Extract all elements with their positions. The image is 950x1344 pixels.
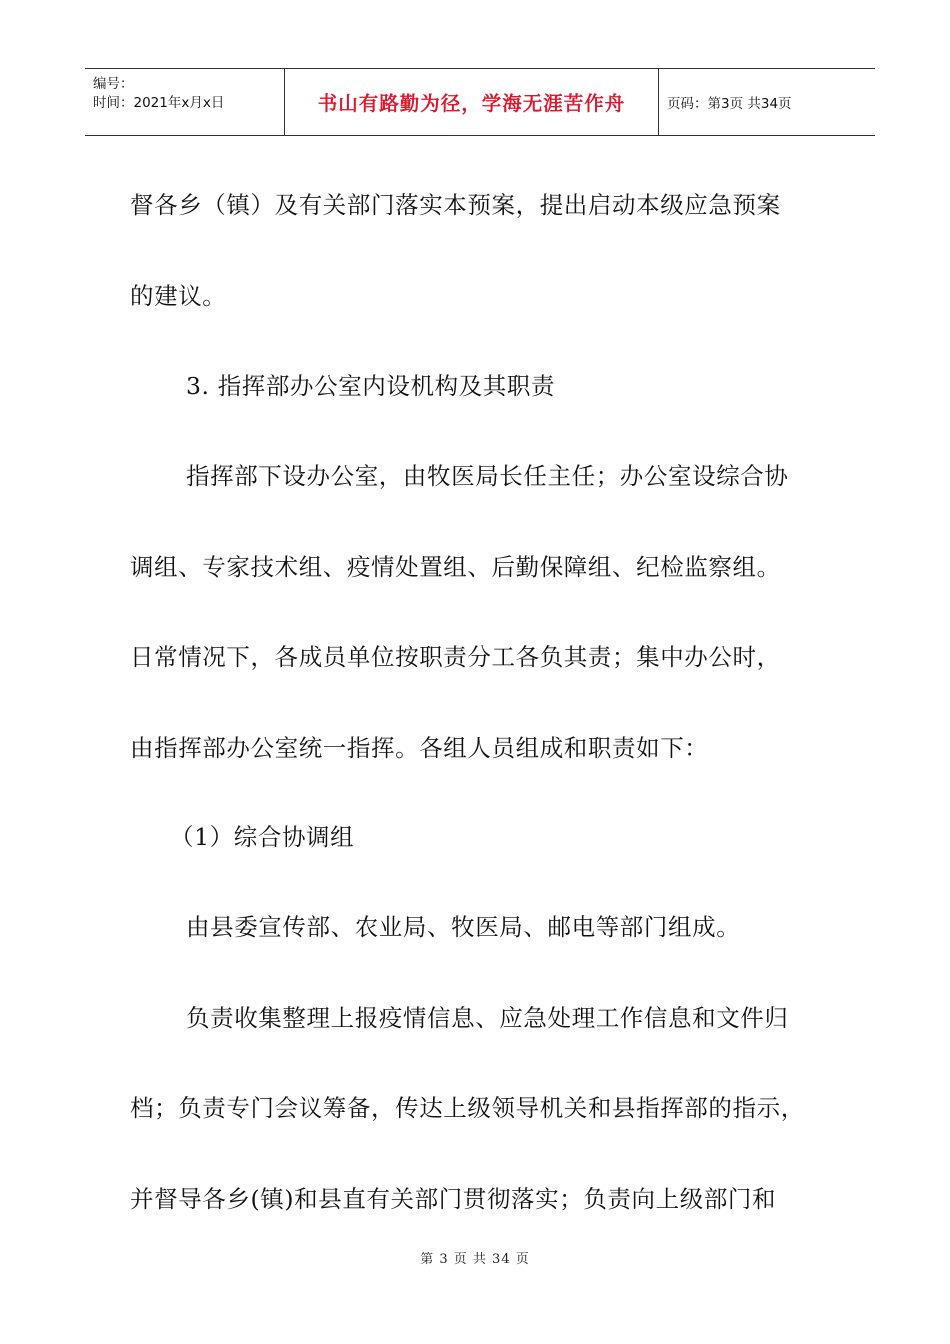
body-line-2: 的建议。 — [130, 282, 227, 310]
body-line-12: 并督导各乡(镇)和县直有关部门贯彻落实；负责向上级部门和 — [130, 1185, 777, 1213]
body-line-1: 督各乡（镇）及有关部门落实本预案，提出启动本级应急预案 — [130, 191, 781, 219]
header-page-number: 页码：第3页 共34页 — [667, 96, 792, 112]
section-heading: 3. 指挥部办公室内设机构及其职责 — [186, 372, 556, 400]
document-number: 编号： — [93, 76, 134, 92]
body-line-10: 负责收集整理上报疫情信息、应急处理工作信息和文件归 — [186, 1004, 789, 1032]
document-date: 时间：2021年x月x日 — [93, 95, 225, 111]
body-line-7: 由指挥部办公室统一指挥。各组人员组成和职责如下： — [130, 734, 709, 762]
body-line-9: 由县委宣传部、农业局、牧医局、邮电等部门组成。 — [186, 913, 741, 941]
page-footer: 第 3 页 共 34 页 — [420, 1252, 530, 1267]
header-meta — [85, 69, 285, 135]
page-header — [85, 68, 875, 136]
body-line-4: 指挥部下设办公室，由牧医局长任主任；办公室设综合协 — [186, 462, 789, 490]
body-line-11: 档；负责专门会议筹备，传达上级领导机关和县指挥部的指示， — [130, 1094, 805, 1122]
header-page-info — [659, 69, 875, 135]
body-line-5: 调组、专家技术组、疫情处置组、后勤保障组、纪检监察组。 — [130, 553, 781, 581]
header-motto: 书山有路勤为径，学海无涯苦作舟 — [317, 92, 626, 115]
subsection-heading: （1）综合协调组 — [170, 823, 355, 851]
body-line-6: 日常情况下，各成员单位按职责分工各负其责；集中办公时， — [130, 643, 781, 671]
header-motto-cell — [285, 69, 659, 135]
